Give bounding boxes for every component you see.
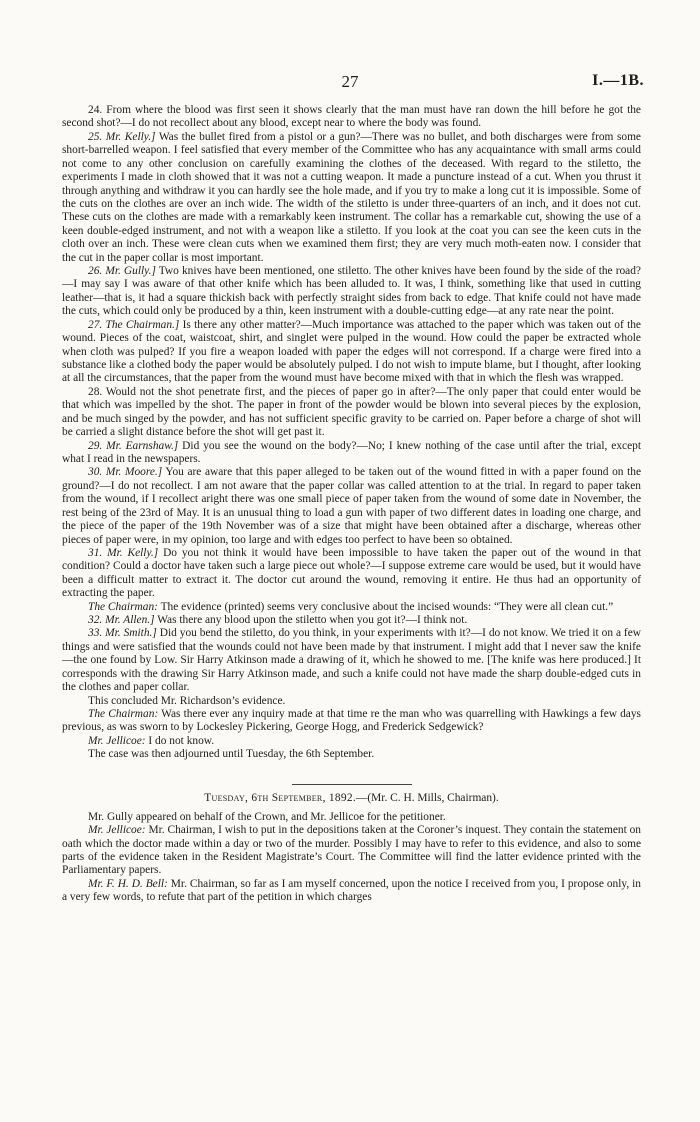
paragraph-text: Mr. Chairman, I wish to put in the depositions taken at the Coroner’s inquest. They contain the statement on oath which the doctor made within a day or two of the murder. Possibly I may have to refer to this evidence, and also to some parts of the evidence taken in the Resident Magistrate’s Court. The Committee will find the latter evidence printed with the Parliamentary papers. <box>62 824 641 877</box>
paragraph-text: Is there any other matter?—Much importance was attached to the paper which was taken out of the wound. Pieces of the coat, waistcoat, shirt, and singlet were pulped in the wound. How could the paper be extracted whole when cloth was pulped? If you fire a weapon loaded with paper the edges will not correspond. If a charge were fired into a substance like a clothed body the paper would be absolutely pulped. I do not wish to impute blame, but I thought, after looking at all the circumstances, that the paper from the wound must have become mixed with that in which the flesh was wrapped. <box>62 318 641 385</box>
speaker-label: The Chairman: <box>88 600 158 613</box>
speaker-label: Mr. F. H. D. Bell: <box>88 877 168 890</box>
paragraph-text: 28. Would not the shot penetrate first, and the pieces of paper go in after?—The only paper that could enter would be that which was impelled by the shot. The paper in front of the powder would be blown into several pieces by the explosion, and be much singed by the powder, and has not sufficient specific gravity to be carried on. Paper before a charge of shot will be carried a slight distance before the shot will get past it. <box>62 385 641 439</box>
paragraph <box>62 824 641 878</box>
paragraph-text: Mr. Chairman, so far as I am myself concerned, upon the notice I received from you, I propose only, in a very few words, to refute that part of the petition in which charges <box>62 877 641 904</box>
speaker-label: The Chairman: <box>88 707 159 720</box>
paragraph <box>62 265 641 319</box>
paragraph <box>62 319 641 386</box>
speaker-label: 29. Mr. Earnshaw.] <box>88 439 179 452</box>
paragraph <box>62 131 641 265</box>
document-body <box>62 104 641 905</box>
speaker-label: 27. The Chairman.] <box>88 318 180 331</box>
paragraph <box>62 547 641 601</box>
speaker-label: 25. Mr. Kelly.] <box>88 130 156 143</box>
paragraph-text: Did you bend the stiletto, do you think, in your experiments with it?—I do not know. We tried it on a few things and were satisfied that the wounds could not have been made by that instrument. I might add that I never saw the knife—the one found by Low. Sir Harry Atkinson made a drawing of it, which he showed to me. [The knife was here produced.] It corresponds with the drawing Sir Harry Atkinson made, and such a knife could not have made the sharp double-edged cuts in the clothes and paper collar. <box>62 627 641 694</box>
paragraph-text: The case was then adjourned until Tuesday, the 6th September. <box>88 748 375 761</box>
section-heading-date: Tuesday, 6th September, 1892. <box>204 791 356 804</box>
paragraph <box>62 878 641 905</box>
speaker-label: 32. Mr. Allen.] <box>88 614 155 627</box>
speaker-label: 26. Mr. Gully.] <box>88 265 156 278</box>
paragraph-text: The evidence (printed) seems very conclusive about the incised wounds: “They were all clean cut.” <box>157 600 614 613</box>
speaker-label: 30. Mr. Moore.] <box>88 466 163 479</box>
paragraph <box>62 386 641 440</box>
paragraph <box>62 466 641 547</box>
speaker-label: Mr. Jellicoe: <box>88 734 146 747</box>
document-reference: I.—1B. <box>592 72 644 89</box>
paragraph-text: 24. From where the blood was first seen it shows clearly that the man must have ran down the hill before he got the second shot?—I do not recollect about any blood, except near to where the body was found. <box>62 104 641 130</box>
paragraph <box>62 735 641 748</box>
page-number: 27 <box>341 72 359 91</box>
spacer <box>62 762 641 784</box>
paragraph <box>62 614 641 627</box>
paragraph-text: Mr. Gully appeared on behalf of the Crown, and Mr. Jellicoe for the petitioner. <box>88 810 446 823</box>
section-heading-chair: —(Mr. C. H. Mills, Chairman). <box>356 791 499 804</box>
paragraph <box>62 748 641 761</box>
paragraph <box>62 811 641 824</box>
speaker-label: 31. Mr. Kelly.] <box>88 546 159 559</box>
paragraph-text: Do you not think it would have been impossible to have taken the paper out of the wound in that condition? Could a doctor have taken such a large piece out whole?—I suppose extreme care would be used, but it would have been a difficult matter to extract it. The doctor cut around the wound, removing it entire. He thus had an opportunity of extracting the paper. <box>62 546 641 600</box>
paragraph-text: I do not know. <box>145 734 215 747</box>
paragraph <box>62 104 641 131</box>
paragraph-text: This concluded Mr. Richardson’s evidence. <box>88 694 286 707</box>
paragraph-text: Was there ever any inquiry made at that time re the man who was quarrelling with Hawkings a few days previous, as was sworn to by Lockesley Pickering, George Hogg, and Frederick Sedgewick? <box>62 707 641 734</box>
paragraph-text: Did you see the wound on the body?—No; I knew nothing of the case until after the trial, except what I read in the newspapers. <box>62 439 642 465</box>
speaker-label: Mr. Jellicoe: <box>88 824 146 837</box>
paragraph <box>62 708 641 735</box>
section-heading <box>62 791 641 805</box>
paragraph <box>62 440 641 467</box>
paragraph <box>62 695 641 708</box>
hearing-section <box>62 811 641 905</box>
paragraph-text: Was there any blood upon the stiletto when you got it?—I think not. <box>154 614 468 627</box>
paragraph <box>62 627 641 694</box>
paragraph-text: You are aware that this paper alleged to be taken out of the wound fitted in with a paper found on the ground?—I do not recollect. I am not aware that the paper collar was called attention to at the trial. In regard to paper taken from the wound, if I recollect aright there was one small piece of paper taken from the wound of some date in November, the rest being of the 23rd of May. It is an unusual thing to load a gun with paper of two different dates in loading one charge, and the piece of the paper of the 19th November was of a size that might have been obtained after a discharge, whereas other pieces of paper were, in my opinion, too large and with edges too perfect to have been so obtained. <box>62 466 641 546</box>
speaker-label: 33. Mr. Smith.] <box>88 627 157 640</box>
paragraph <box>62 601 641 614</box>
paragraph-text: Was the bullet fired from a pistol or a gun?—There was no bullet, and both discharges were from some short-barrelled weapon. I feel satisfied that every member of the Committee who has any acquaintance with small arms could not come to any other conclusion on carefully examining the clothes of the deceased. With regard to the stiletto, the experiments I made in cloth showed that it was not a cutting weapon. It made a puncture instead of a cut. When you thrust it through anything and withdraw it you can hardly see the hole made, and if you try to make a long cut it is impossible. Some of the cuts on the clothes are over an inch wide. The width of the stiletto is under three-quarters of an inch, and it does not cut. These cuts on the clothes are made with a remarkably keen instrument. The collar has a remarkable cut, showing the use of a keen double-edged instrument, and not with a weapon like a stiletto. If you look at the coat you can see the keen cuts in the cloth over an inch. These were clean cuts when we examined them first; they are very much moth-eaten now. I consider that the cut in the paper collar is most important. <box>62 130 641 264</box>
evidence-section <box>62 104 641 762</box>
paragraph-text: Two knives have been mentioned, one stiletto. The other knives have been found by the side of the road?—I may say I was aware of that other knife which has been alluded to. It was, I think, something like that used in cutting leather—that is, it had a square thickish back with perfectly straight sides from back to edge. That knife could not have made the cuts, which could only be produced by a thin, keen instrument with a double-cutting edge—at any rate near the point. <box>62 265 641 318</box>
